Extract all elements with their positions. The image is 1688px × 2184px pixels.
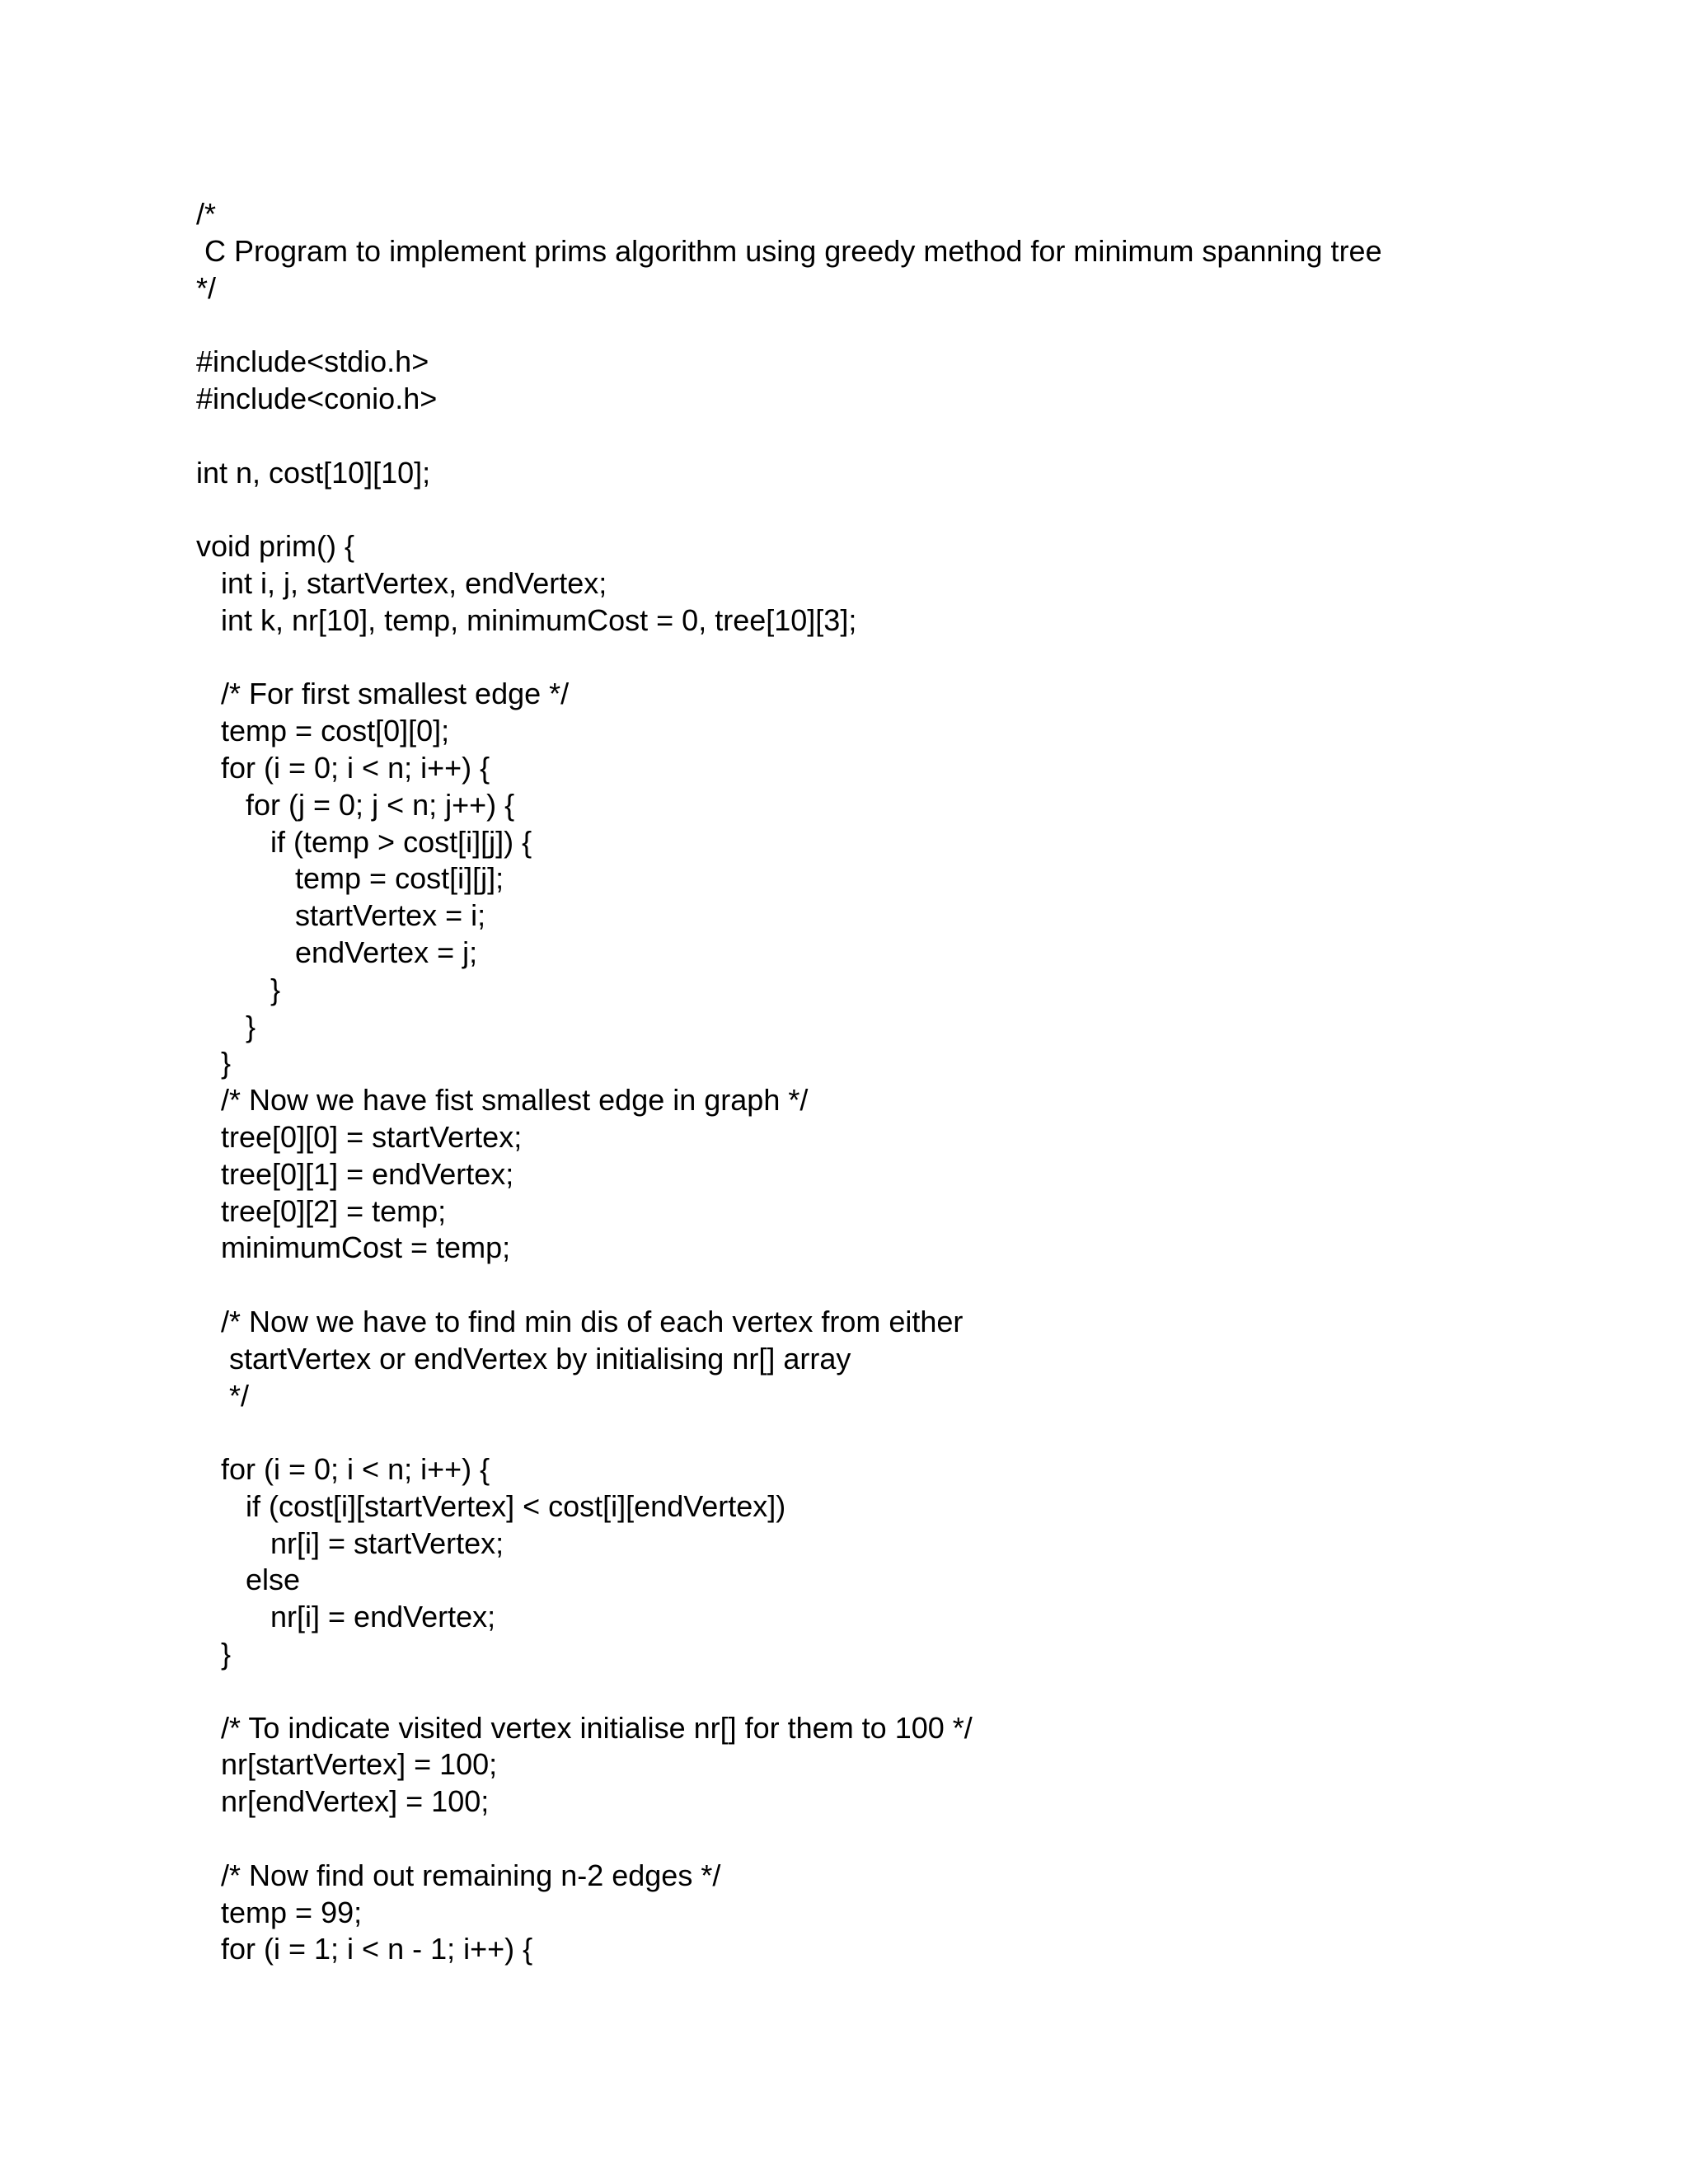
code-line: }: [196, 972, 281, 1006]
code-line: /* Now find out remaining n-2 edges */: [196, 1858, 721, 1892]
code-line: }: [196, 1637, 232, 1671]
code-line: tree[0][2] = temp;: [196, 1193, 447, 1228]
code-line: /* For first smallest edge */: [196, 677, 570, 711]
code-line: else: [196, 1563, 301, 1597]
code-line: /* Now we have fist smallest edge in graph */: [196, 1083, 809, 1118]
code-line: int n, cost[10][10];: [196, 455, 431, 490]
code-line: /*: [196, 197, 217, 231]
code-line: }: [196, 1009, 256, 1043]
code-line: }: [196, 1046, 232, 1080]
code-line: [196, 1267, 1382, 1304]
code-line: minimumCost = temp;: [196, 1230, 511, 1265]
code-line: [196, 418, 1382, 455]
code-line: [196, 640, 1382, 677]
code-line: temp = cost[i][j];: [196, 861, 504, 896]
code-line: [196, 307, 1382, 344]
code-line: nr[i] = startVertex;: [196, 1526, 504, 1560]
code-listing: [196, 196, 1382, 1968]
code-line: */: [196, 270, 217, 305]
code-line: if (temp > cost[i][j]) {: [196, 824, 532, 859]
code-line: for (j = 0; j < n; j++) {: [196, 787, 515, 822]
code-line: int i, j, startVertex, endVertex;: [196, 565, 607, 600]
code-line: for (i = 0; i < n; i++) {: [196, 750, 490, 785]
code-line: #include<conio.h>: [196, 381, 438, 415]
code-line: [196, 1673, 1382, 1710]
code-line: if (cost[i][startVertex] < cost[i][endVertex]): [196, 1488, 786, 1523]
code-line: startVertex or endVertex by initialising nr[] array: [196, 1341, 851, 1376]
code-line: */: [196, 1378, 250, 1413]
code-line: tree[0][0] = startVertex;: [196, 1119, 523, 1154]
code-line: endVertex = j;: [196, 935, 478, 969]
code-line: startVertex = i;: [196, 898, 486, 933]
code-line: [196, 491, 1382, 528]
code-line: C Program to implement prims algorithm using greedy method for minimum spanning tree: [196, 233, 1382, 268]
code-line: void prim() {: [196, 529, 355, 564]
code-line: nr[endVertex] = 100;: [196, 1784, 490, 1819]
code-line: /* Now we have to find min dis of each vertex from either: [196, 1304, 964, 1338]
code-line: int k, nr[10], temp, minimumCost = 0, tree[10][3];: [196, 602, 857, 637]
code-line: temp = 99;: [196, 1895, 363, 1929]
code-line: tree[0][1] = endVertex;: [196, 1156, 514, 1191]
code-line: temp = cost[0][0];: [196, 714, 450, 748]
code-line: [196, 1414, 1382, 1451]
code-line: [196, 1821, 1382, 1858]
code-line: nr[startVertex] = 100;: [196, 1747, 498, 1782]
code-line: nr[i] = endVertex;: [196, 1600, 496, 1634]
code-line: for (i = 1; i < n - 1; i++) {: [196, 1932, 533, 1966]
code-line: #include<stdio.h>: [196, 344, 429, 379]
code-line: /* To indicate visited vertex initialise nr[] for them to 100 */: [196, 1710, 973, 1745]
code-line: for (i = 0; i < n; i++) {: [196, 1452, 490, 1487]
